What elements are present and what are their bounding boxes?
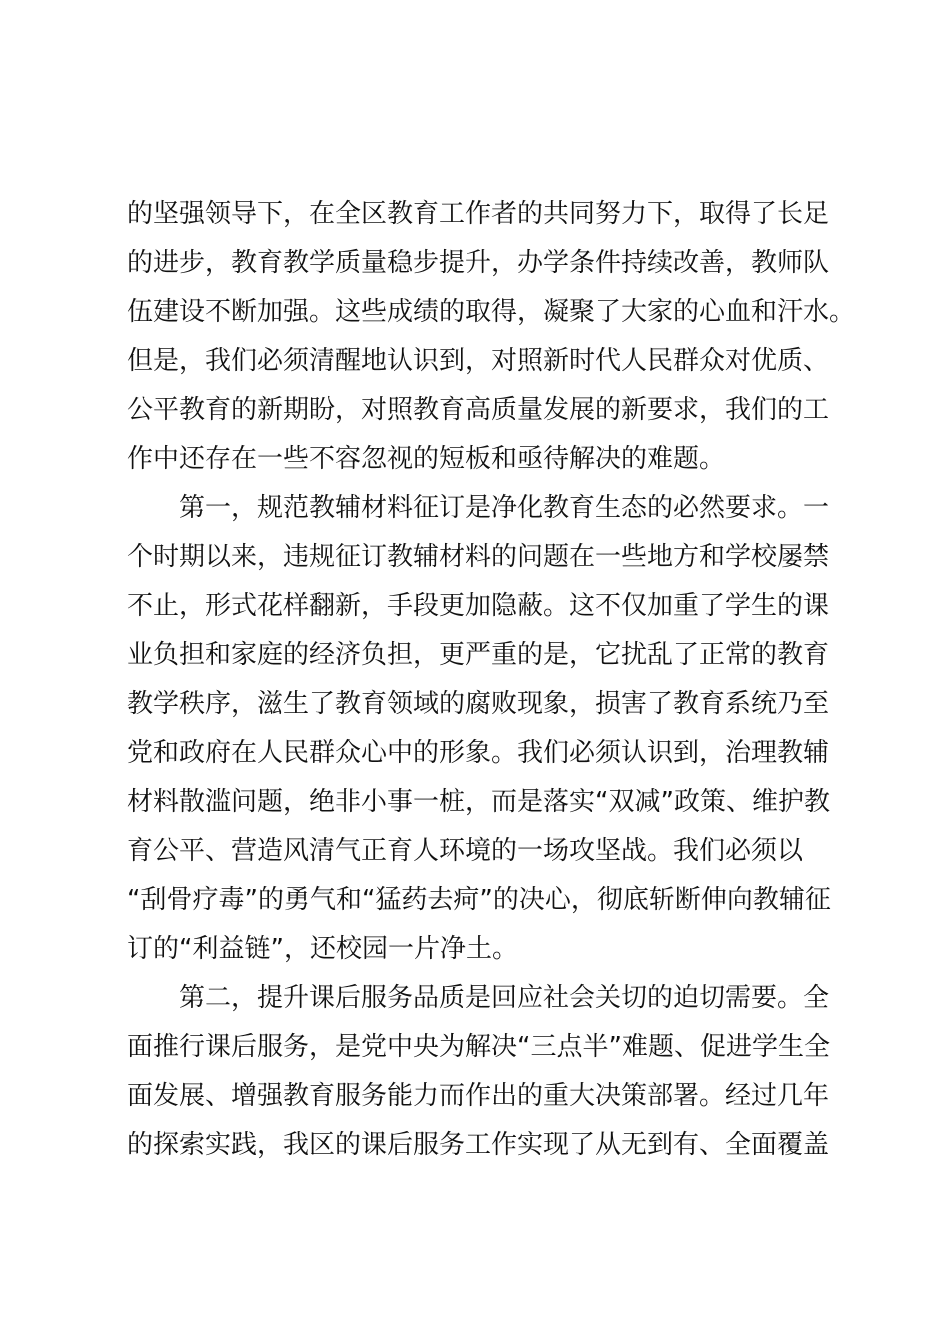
text-line-18: 面推行课后服务，是党中央为解决“三点半”难题、促进学生全: [127, 1032, 830, 1062]
text-line-2: 的进步，教育教学质量稳步提升，办学条件持续改善，教师队: [127, 248, 830, 278]
text-line-15: “刮骨疗毒”的勇气和“猛药去疴”的决心，彻底斩断伸向教辅征: [127, 885, 831, 915]
text-line-20: 的探索实践，我区的课后服务工作实现了从无到有、全面覆盖: [127, 1130, 830, 1160]
text-line-5: 公平教育的新期盼，对照教育高质量发展的新要求，我们的工: [127, 395, 830, 425]
text-line-12: 党和政府在人民群众心中的形象。我们必须认识到，治理教辅: [127, 738, 830, 768]
text-line-14: 育公平、营造风清气正育人环境的一场攻坚战。我们必须以: [127, 836, 804, 866]
text-line-10: 业负担和家庭的经济负担，更严重的是，它扰乱了正常的教育: [127, 640, 830, 670]
text-line-17: 第二，提升课后服务品质是回应社会关切的迫切需要。全: [179, 983, 830, 1013]
text-line-7: 第一，规范教辅材料征订是净化教育生态的必然要求。一: [179, 493, 830, 523]
text-line-8: 个时期以来，违规征订教辅材料的问题在一些地方和学校屡禁: [127, 542, 830, 572]
text-line-6: 作中还存在一些不容忽视的短板和亟待解决的难题。: [127, 444, 726, 474]
text-line-3: 伍建设不断加强。这些成绩的取得，凝聚了大家的心血和汗水。: [127, 297, 856, 327]
text-line-9: 不止，形式花样翻新，手段更加隐蔽。这不仅加重了学生的课: [127, 591, 830, 621]
text-line-11: 教学秩序，滋生了教育领域的腐败现象，损害了教育系统乃至: [127, 689, 830, 719]
text-line-13: 材料散滥问题，绝非小事一桩，而是落实“双减”政策、维护教: [127, 787, 830, 817]
document-body: [127, 190, 856, 1170]
text-line-19: 面发展、增强教育服务能力而作出的重大决策部署。经过几年: [127, 1081, 830, 1111]
text-line-1: 的坚强领导下，在全区教育工作者的共同努力下，取得了长足: [127, 199, 830, 229]
text-line-4: 但是，我们必须清醒地认识到，对照新时代人民群众对优质、: [127, 346, 830, 376]
text-line-16: 订的“利益链”，还校园一片净土。: [127, 934, 518, 964]
